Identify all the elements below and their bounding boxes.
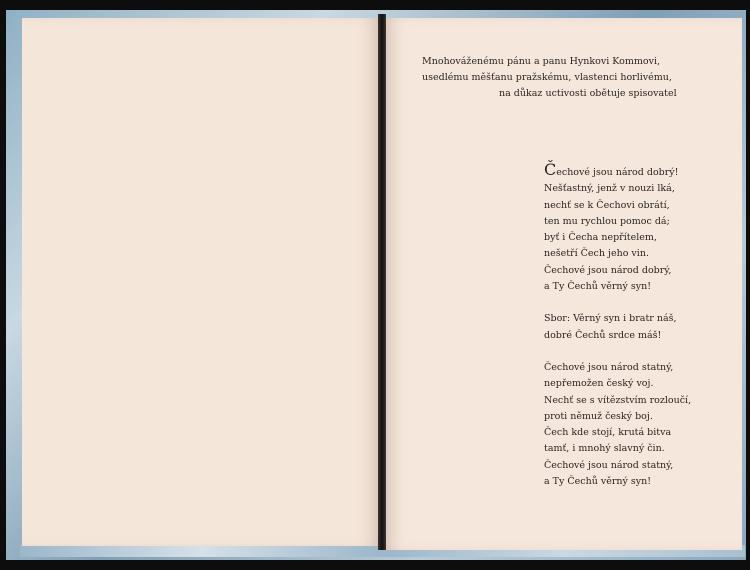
poem-line: ten mu rychlou pomoc dá;: [544, 215, 670, 227]
poem-line: tamť, i mnohý slavný čin.: [544, 443, 665, 455]
poem-line: byť i Čecha nepřítelem,: [544, 232, 657, 244]
poem-line: Čech kde stojí, krutá bitva: [544, 427, 672, 439]
left-page: [22, 18, 378, 546]
book-gutter: [378, 14, 386, 550]
poem-line: proti němuž český boj.: [544, 410, 653, 422]
dedication-line: Mnohováženému pánu a panu Hynkovi Kommovi,: [422, 56, 661, 67]
dedication-line: usedlému měšťanu pražskému, vlastenci horlivému,: [422, 72, 672, 83]
poem-line: a Ty Čechů věrný syn!: [544, 281, 652, 293]
poem-line: nepřemožen český voj.: [544, 378, 654, 390]
poem-line: Nechť se s vítězstvím rozloučí,: [544, 394, 692, 406]
poem-line: Čechové jsou národ dobrý,: [544, 264, 672, 276]
poem-line: a Ty Čechů věrný syn!: [544, 476, 652, 488]
poem-line: Nešťastný, jenž v nouzi lká,: [544, 183, 675, 195]
poem: [544, 160, 744, 490]
poem-line: Čechové jsou národ statný,: [544, 459, 674, 471]
right-page: [386, 18, 742, 550]
drop-cap: Č: [544, 160, 557, 179]
dedication-line: na důkaz uctivosti obětuje spisovatel: [499, 88, 677, 99]
chorus-line: dobré Čechů srdce máš!: [544, 329, 662, 341]
poem-line: Čechové jsou národ statný,: [544, 361, 674, 373]
poem-line: nechť se k Čechovi obrátí,: [544, 199, 670, 211]
poem-line: nešetří Čech jeho vin.: [544, 248, 649, 260]
poem-first-line-text: echové jsou národ dobrý!: [556, 167, 679, 178]
dedication: [422, 54, 742, 102]
chorus-line: Sbor: Věrný syn i bratr náš,: [544, 313, 677, 325]
poem-first-line: [544, 160, 744, 181]
